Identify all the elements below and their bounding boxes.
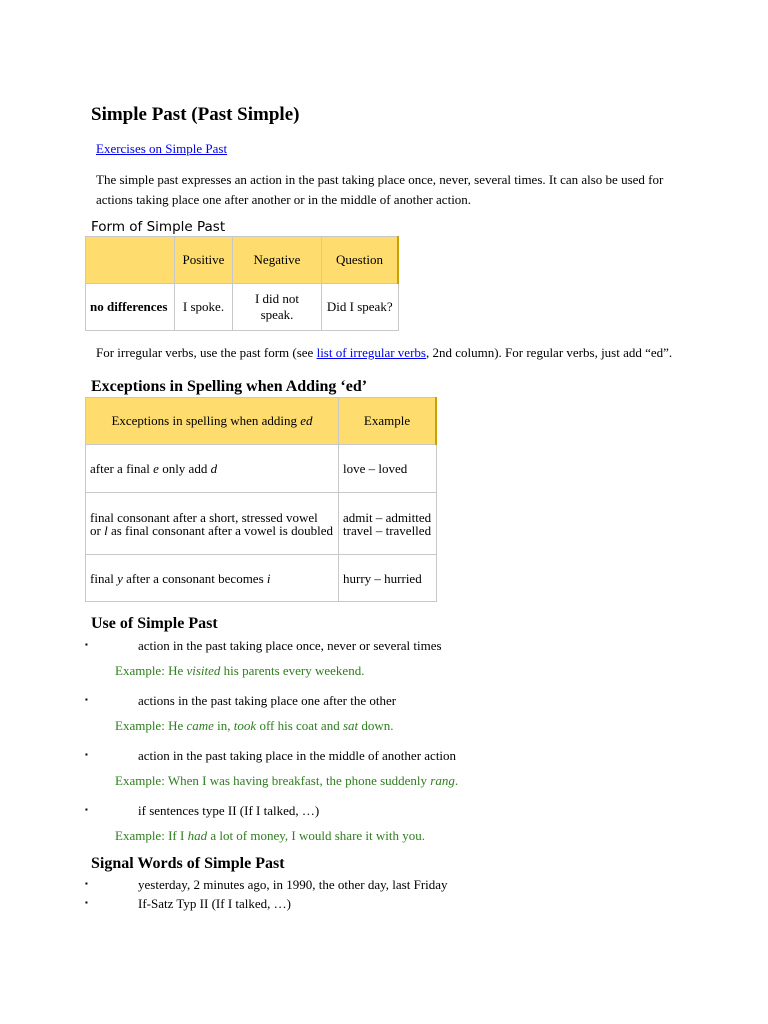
exception-example: admit – admitted travel – travelled — [339, 493, 437, 555]
form-header-cell: Negative — [233, 237, 322, 284]
form-table-header-row — [86, 237, 399, 284]
use-heading: Use of Simple Past — [91, 615, 218, 632]
form-table-row — [86, 284, 399, 331]
form-cell: I spoke. — [175, 284, 233, 331]
page-title: Simple Past (Past Simple) — [91, 104, 300, 125]
bullet-icon: ▪ — [85, 640, 88, 649]
exceptions-header-rule — [86, 398, 339, 445]
bullet-icon: ▪ — [85, 879, 88, 888]
exceptions-table — [85, 397, 437, 602]
header-rule-em: ed — [300, 413, 313, 428]
use-example: Example: When I was having breakfast, the phone suddenly rang. — [115, 773, 459, 788]
exceptions-row — [86, 555, 437, 602]
use-text: action in the past taking place in the middle of another action — [138, 748, 457, 763]
exception-example: hurry – hurried — [339, 555, 437, 602]
signal-text: If-Satz Typ II (If I talked, …) — [138, 896, 291, 911]
form-header-cell — [86, 237, 175, 284]
use-text: action in the past taking place once, never or several times — [138, 638, 442, 653]
use-example: Example: He visited his parents every weekend. — [115, 663, 365, 678]
use-text: actions in the past taking place one after the other — [138, 693, 397, 708]
form-cell: no differences — [86, 284, 175, 331]
bullet-icon: ▪ — [85, 898, 88, 907]
form-header-cell: Question — [322, 237, 399, 284]
exception-rule: final consonant after a short, stressed vowel or l as final consonant after a vowel is doubled — [86, 493, 339, 555]
form-table — [85, 236, 399, 331]
form-header-cell: Positive — [175, 237, 233, 284]
use-example: Example: He came in, took off his coat and sat down. — [115, 718, 394, 733]
exceptions-header-row — [86, 398, 437, 445]
irregular-note-after: , 2nd column). For regular verbs, just add “ed”. — [425, 345, 673, 360]
exceptions-row — [86, 493, 437, 555]
exception-example: love – loved — [339, 445, 437, 493]
exception-rule: after a final e only add d — [86, 445, 339, 493]
header-rule-text: Exceptions in spelling when adding — [111, 413, 301, 428]
bullet-icon: ▪ — [85, 750, 88, 759]
signal-text: yesterday, 2 minutes ago, in 1990, the other day, last Friday — [138, 877, 448, 892]
exceptions-heading: Exceptions in Spelling when Adding ‘ed’ — [91, 378, 368, 395]
use-text: if sentences type II (If I talked, …) — [138, 803, 320, 818]
bullet-icon: ▪ — [85, 805, 88, 814]
use-example: Example: If I had a lot of money, I would share it with you. — [115, 828, 426, 843]
intro-paragraph: The simple past expresses an action in the past taking place once, never, several times. It can also be used for actions taking place one after another or in the middle of another action. — [96, 172, 664, 207]
exception-rule: final y after a consonant becomes i — [86, 555, 339, 602]
form-cell: Did I speak? — [322, 284, 399, 331]
irregular-note-before: For irregular verbs, use the past form (see — [96, 345, 317, 360]
signal-heading: Signal Words of Simple Past — [91, 855, 285, 872]
irregular-note — [96, 345, 672, 361]
form-heading: Form of Simple Past — [91, 219, 226, 235]
exceptions-header-example: Example — [339, 398, 437, 445]
exercises-link[interactable]: Exercises on Simple Past — [96, 141, 228, 156]
bullet-icon: ▪ — [85, 695, 88, 704]
exceptions-row — [86, 445, 437, 493]
irregular-verbs-link[interactable]: list of irregular verbs — [316, 345, 426, 360]
form-cell: I did not speak. — [233, 284, 322, 331]
